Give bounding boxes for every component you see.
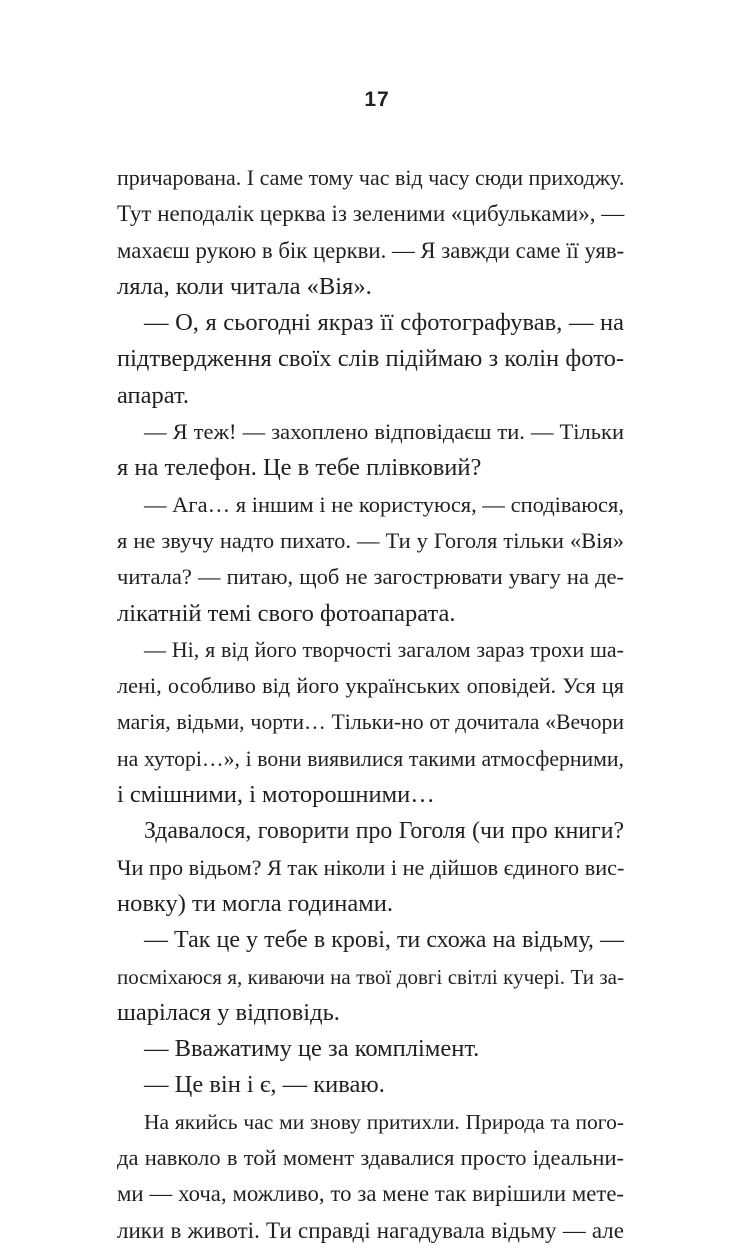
text-line: — Це він і є, — киваю. xyxy=(144,1071,385,1099)
text-line: Здавалося, говорити про Гоголя (чи про книги? xyxy=(144,818,624,845)
text-line: ми — хоча, можливо, то за мене так вирішили мете- xyxy=(117,1181,624,1207)
text-line: — Ні, я від його творчості загалом зараз трохи ша- xyxy=(144,636,624,662)
text-line: причарована. І саме тому час від часу сюди приходжу. xyxy=(117,165,625,190)
text-line: ляла, коли читала «Вія». xyxy=(117,272,372,300)
text-line: — Я теж! — захоплено відповідаєш ти. — Тільки xyxy=(144,419,624,445)
text-line: — Так це у тебе в крові, ти схожа на відьму, — xyxy=(144,927,624,954)
page-number: 17 xyxy=(364,88,390,111)
text-line: Чи про відьом? Я так ніколи і не дійшов єдиного вис- xyxy=(117,854,625,880)
text-line: і смішними, і моторошними… xyxy=(117,781,435,809)
text-line: На якийсь час ми знову притихли. Природа та пого- xyxy=(144,1109,624,1134)
text-line: магія, відьми, чорти… Тільки-но от дочитала «Вечори xyxy=(117,710,624,735)
text-line: шарілася у відповідь. xyxy=(117,998,340,1026)
text-line: новку) ти могла годинами. xyxy=(117,889,394,917)
text-line: да навколо в той момент здавалися просто ідеальни- xyxy=(117,1145,624,1171)
body-text xyxy=(117,160,624,1249)
text-line: — О, я сьогодні якраз її сфотографував, — на xyxy=(144,309,624,337)
text-line: махаєш рукою в бік церкви. — Я завжди саме її уяв- xyxy=(117,237,625,263)
text-line: апарат. xyxy=(117,381,190,409)
text-line: я на телефон. Це в тебе плівковий? xyxy=(117,454,482,482)
text-line: підтвердження своїх слів підіймаю з колін фото- xyxy=(117,345,624,373)
text-line: на хуторі…», і вони виявилися такими атмосферними, xyxy=(117,746,624,771)
text-line: — Вважатиму це за комплімент. xyxy=(144,1035,480,1063)
text-line: лікатній темі свого фотоапарата. xyxy=(117,599,456,627)
text-line: посміхаюся я, киваючи на твої довгі світлі кучері. Ти за- xyxy=(117,964,624,989)
text-line: — Ага… я іншим і не користуюся, — сподіваюся, xyxy=(144,491,624,517)
text-line: Тут неподалік церква із зеленими «цибульками», — xyxy=(117,201,625,227)
text-line: лені, особливо від його українських оповідей. Уся ця xyxy=(117,673,624,699)
text-line: я не звучу надто пихато. — Ти у Гоголя тільки «Вія» xyxy=(117,527,624,553)
text-line: читала? — питаю, щоб не загострювати увагу на де- xyxy=(117,564,624,590)
text-line: лики в животі. Ти справді нагадувала відьму — але xyxy=(117,1217,624,1243)
